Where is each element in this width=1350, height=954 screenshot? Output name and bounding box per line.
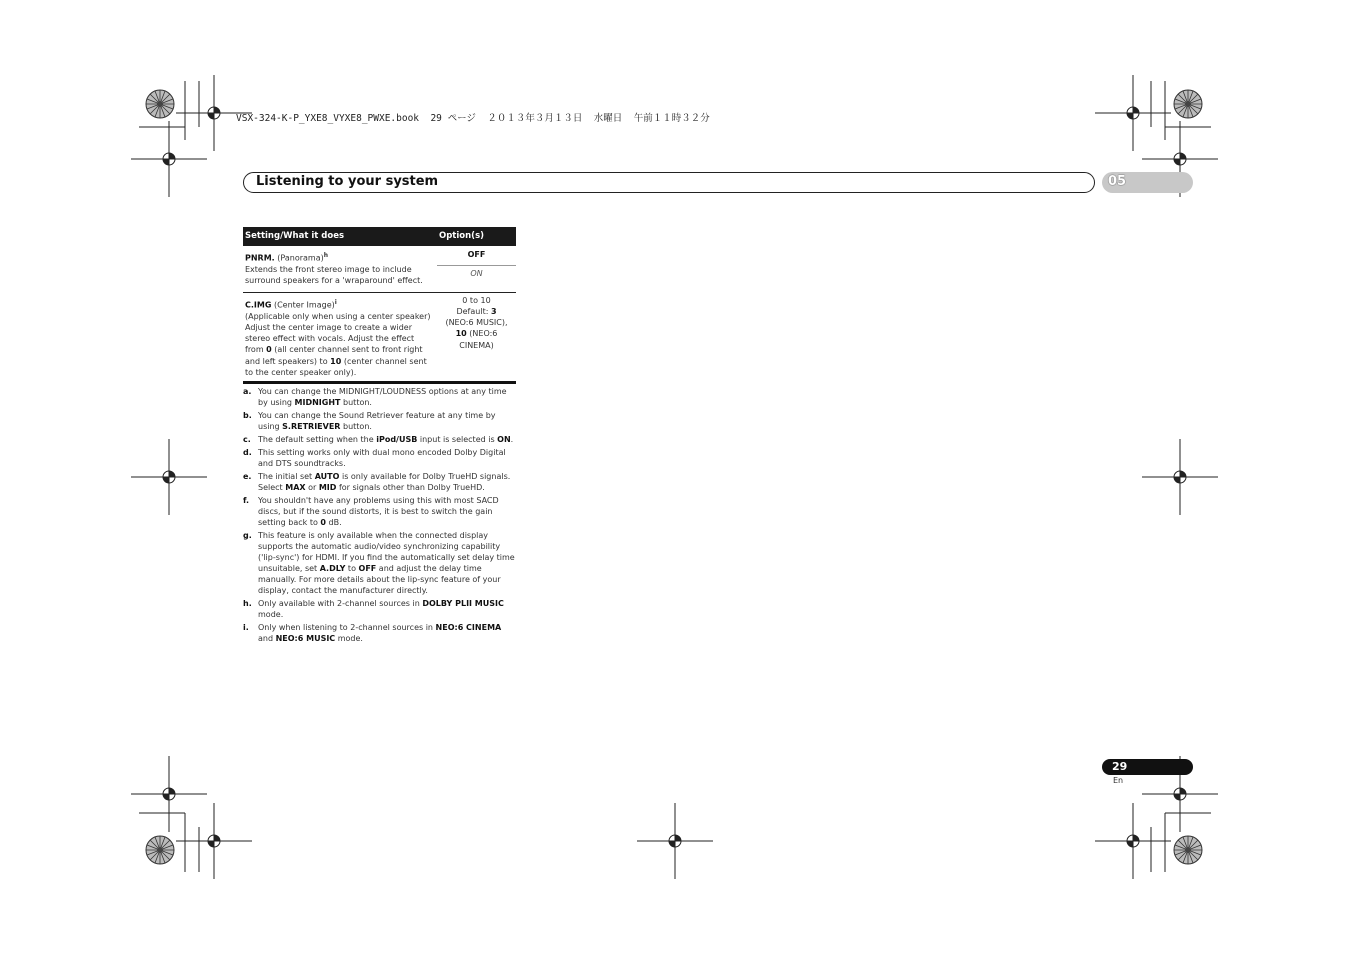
footnote-letter: h. — [243, 599, 252, 608]
options-cell — [437, 292, 516, 384]
table-end-rule — [243, 381, 516, 384]
option-mode: (NEO:6 — [466, 329, 498, 339]
footnote-text: Only when listening to 2-channel sources in NEO:6 CINEMA and NEO:6 MUSIC mode. — [258, 623, 502, 643]
footnote — [243, 530, 516, 596]
header-options: Option(s) — [437, 227, 516, 246]
footnote-letter: f. — [243, 496, 250, 505]
page-number: 29 — [1112, 760, 1128, 773]
footnote — [243, 598, 516, 620]
footnote-ref: h — [323, 252, 329, 259]
footnote-letter: e. — [243, 472, 252, 481]
option-mode: CINEMA) — [459, 340, 494, 350]
footnote-ref: i — [334, 298, 337, 306]
print-header: VSX-324-K-P_YXE8_VYXE8_PWXE.book 29 ページ ２０１３年３月１３日 水曜日 午前１１時３２分 — [236, 113, 710, 124]
footnote-letter: c. — [243, 435, 251, 444]
footnote-letter: a. — [243, 387, 252, 396]
footnote-text: You shouldn't have any problems using this with most SACD discs, but if the sound distorts, it is best to switch the gain setting back to 0 dB. — [258, 496, 499, 527]
footnote-letter: g. — [243, 531, 252, 540]
footnote — [243, 386, 516, 408]
option-range: 0 to 10 — [462, 295, 491, 305]
setting-cell — [243, 292, 437, 384]
setting-cell — [243, 246, 437, 292]
footnote-text: Only available with 2-channel sources in DOLBY PLII MUSIC mode. — [258, 599, 504, 619]
chapter-tab — [1102, 172, 1193, 193]
footnote — [243, 434, 516, 445]
footnote — [243, 447, 516, 469]
options-cell — [437, 246, 516, 292]
setting-description: Extends the front stereo image to include surround speakers for a 'wraparound' effect. — [245, 264, 423, 286]
footnote-letter: i. — [243, 623, 249, 632]
footnote — [243, 495, 516, 528]
chapter-title: Listening to your system — [256, 174, 439, 189]
page-language: En — [1113, 776, 1124, 785]
footnote-text: You can change the MIDNIGHT/LOUDNESS options at any time by using MIDNIGHT button. — [258, 387, 507, 407]
page-tab — [1102, 759, 1193, 775]
setting-description: (Applicable only when using a center speaker) Adjust the center image to create a wider stereo effect with vocals. Adjust the effect from 0 (all center channel sent to front right and left speakers) to 10 (center channel sent to the center speaker only). — [245, 311, 431, 377]
footnote-text: This feature is only available when the connected display supports the automatic audio/video synchronizing capability ('lip-sync') for HDMI. If you find the automatically set delay time unsuitable, set A.DLY to OFF and adjust the delay time manually. For more details about the lip-sync feature of your display, contact the manufacturer directly. — [258, 531, 515, 595]
option-value: ON — [470, 269, 483, 279]
setting-name: PNRM. — [245, 253, 275, 263]
footnote — [243, 471, 516, 493]
table-row — [243, 246, 516, 292]
chapter-number: 05 — [1108, 174, 1127, 189]
setting-name: C.IMG — [245, 300, 272, 310]
footnote-text: You can change the Sound Retriever feature at any time by using S.RETRIEVER button. — [258, 411, 496, 431]
option-value: OFF — [437, 246, 516, 266]
footnote-letter: d. — [243, 448, 252, 457]
option-default-value: 3 — [490, 306, 497, 316]
footnote-letter: b. — [243, 411, 252, 420]
settings-table — [243, 227, 516, 384]
footnote-text: The initial set AUTO is only available for Dolby TrueHD signals. Select MAX or MID for signals other than Dolby TrueHD. — [258, 472, 511, 492]
option-mode: (NEO:6 MUSIC), — [445, 318, 508, 328]
footnote — [243, 622, 516, 644]
chapter-bar — [243, 172, 1095, 193]
footnote-text: The default setting when the iPod/USB input is selected is ON. — [258, 435, 514, 444]
table-row — [243, 292, 516, 384]
setting-name-extra: (Center Image) — [271, 300, 335, 310]
setting-name-extra: (Panorama) — [274, 253, 324, 263]
footnote — [243, 410, 516, 432]
footnote-text: This setting works only with dual mono encoded Dolby Digital and DTS soundtracks. — [258, 448, 506, 468]
footnotes — [243, 386, 516, 646]
option-value: 10 — [455, 329, 467, 339]
table-header-row — [243, 227, 516, 246]
option-default-label: Default: — [456, 306, 491, 316]
header-setting: Setting/What it does — [243, 227, 437, 246]
